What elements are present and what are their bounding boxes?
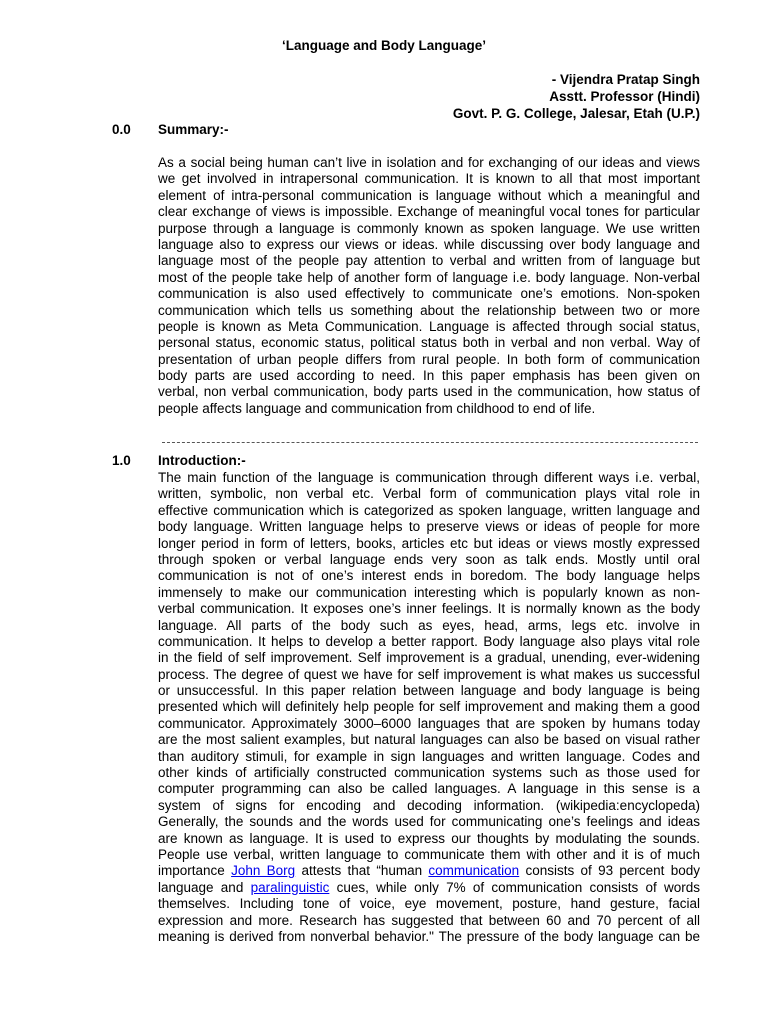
text-line: system of signs for encoding and decoding information. (wikipedia:encyclopeda) (158, 797, 700, 813)
introduction-heading (112, 452, 246, 469)
text-line: effective communication which is categorized as spoken language, written language and (158, 502, 700, 518)
text-line: people affects language and communication from childhood to end of life. (158, 400, 596, 416)
text-line: verbal communication. It exposes one’s inner feelings. It is normally known as the body (158, 601, 700, 617)
text-line: than auditory stimuli, for example in sign languages and written language. Codes and (158, 748, 700, 764)
text-line: are the most salient examples, but natural languages can also be based on visual rather (158, 732, 700, 748)
author-block (453, 71, 700, 122)
text-fragment: cues, while only 7% of communication consists of words (329, 879, 700, 895)
section-number: 0.0 (112, 122, 131, 137)
text-line: verbal, non verbal communication, body parts used in the communication, how status of (158, 384, 700, 400)
section-divider (162, 442, 698, 443)
author-position: Asstt. Professor (Hindi) (549, 89, 700, 104)
text-fragment: importance (158, 863, 232, 879)
text-line: communication which tells us something about the relationship between two or more (158, 302, 700, 318)
author-name: - Vijendra Pratap Singh (551, 72, 700, 87)
text-fragment: consists of 93 percent body (519, 863, 700, 879)
author-institution: Govt. P. G. College, Jalesar, Etah (U.P.) (452, 106, 700, 121)
text-line: computer programming can also be called languages. A language in this sense is a (158, 781, 700, 797)
text-line (158, 880, 700, 896)
text-line: meaning is derived from nonverbal behavior." The pressure of the body language can be (158, 928, 700, 944)
text-line: people is known as Meta Communication. Language is affected through social status, (158, 318, 700, 334)
text-line: through spoken or verbal language ends very soon as talk ends. Mostly until oral (158, 551, 700, 567)
text-line: communication. It helps to develop a better rapport. Body language also plays vital role (158, 633, 700, 649)
text-line: Generally, the sounds and the words used for communicating one’s feelings and ideas (158, 814, 700, 830)
text-line: body language. Written language helps to preserve views or ideas of people for more (158, 519, 700, 535)
text-line: presented which will definitely help people for self improvement and making them a good (158, 699, 700, 715)
introduction-paragraph (158, 470, 700, 945)
text-fragment: attests that “human (295, 863, 429, 879)
text-line: communication is not of one’s interest ends in boredom. The body language helps (158, 568, 700, 584)
section-title: Summary:- (158, 122, 229, 137)
paralinguistic-link[interactable]: paralinguistic (250, 879, 330, 895)
text-line: language. All parts of the body such as eyes, head, arms, legs etc. involve in (158, 617, 700, 633)
text-line: purpose through a language is commonly known as spoken language. We use written (158, 220, 700, 236)
text-line: immensely to make our communication interesting which is popularly known as non- (158, 584, 700, 600)
text-line: most of the people take help of another form of language i.e. body language. Non-verbal (158, 269, 700, 285)
summary-paragraph (158, 155, 700, 417)
text-line: in the field of self improvement. Self improvement is a gradual, unending, ever-widening (158, 650, 700, 666)
communication-link[interactable]: communication (428, 863, 520, 879)
text-line: element of intra-personal communication is language without which a meaningful and (158, 187, 700, 203)
section-number: 1.0 (112, 453, 131, 468)
summary-heading (112, 121, 229, 138)
text-line: process. The degree of quest we have for self improvement is what makes us successful (158, 666, 700, 682)
text-line: or unsuccessful. In this paper relation between language and body language is being (158, 683, 700, 699)
text-line: The main function of the language is communication through different ways i.e. verbal, (158, 470, 700, 485)
text-line: are known as language. It is used to express our thoughts by modulating the sounds. (158, 830, 700, 846)
text-line: communication is also used effectively to communicate one’s emotions. Non-spoken (158, 286, 700, 302)
text-line: we get involved in intrapersonal communication. It is known to all that most important (158, 171, 700, 187)
text-line: communicator. Approximately 3000–6000 languages that are spoken by humans today (158, 715, 700, 731)
text-line: language most of the people pay attention to verbal and written from of language but (158, 253, 700, 269)
text-line (158, 863, 700, 879)
john-borg-link[interactable]: John Borg (231, 863, 296, 879)
section-title: Introduction:- (158, 453, 246, 468)
text-line: People use verbal, written language to communicate them with other and it is of much (158, 846, 700, 862)
text-line: written, symbolic, non verbal etc. Verbal form of communication plays vital role in (158, 486, 700, 502)
text-fragment: language and (158, 879, 251, 895)
text-line: language also to express our views or ideas. while discussing over body language and (158, 236, 700, 252)
text-line: themselves. Including tone of voice, eye movement, posture, hand gesture, facial (158, 896, 700, 912)
text-line: body parts are used according to need. In this paper emphasis has been given on (158, 368, 700, 384)
text-line: clear exchange of views is impossible. Exchange of meaningful vocal tones for particular (158, 204, 700, 220)
text-line: longer period in form of letters, books, articles etc but ideas or views mostly expressed (158, 535, 700, 551)
text-line: other kinds of artificially constructed communication systems such as those used for (158, 765, 700, 781)
text-line: As a social being human can’t live in isolation and for exchanging of our ideas and views (158, 155, 700, 170)
text-line: presentation of urban people differs from rural people. In both form of communication (158, 351, 700, 367)
text-line: expression and more. Research has suggested that between 60 and 70 percent of all (158, 912, 700, 928)
paper-title: ‘Language and Body Language’ (281, 38, 487, 53)
text-line: personal status, economic status, political status both in verbal and non verbal. Way of (158, 335, 700, 351)
